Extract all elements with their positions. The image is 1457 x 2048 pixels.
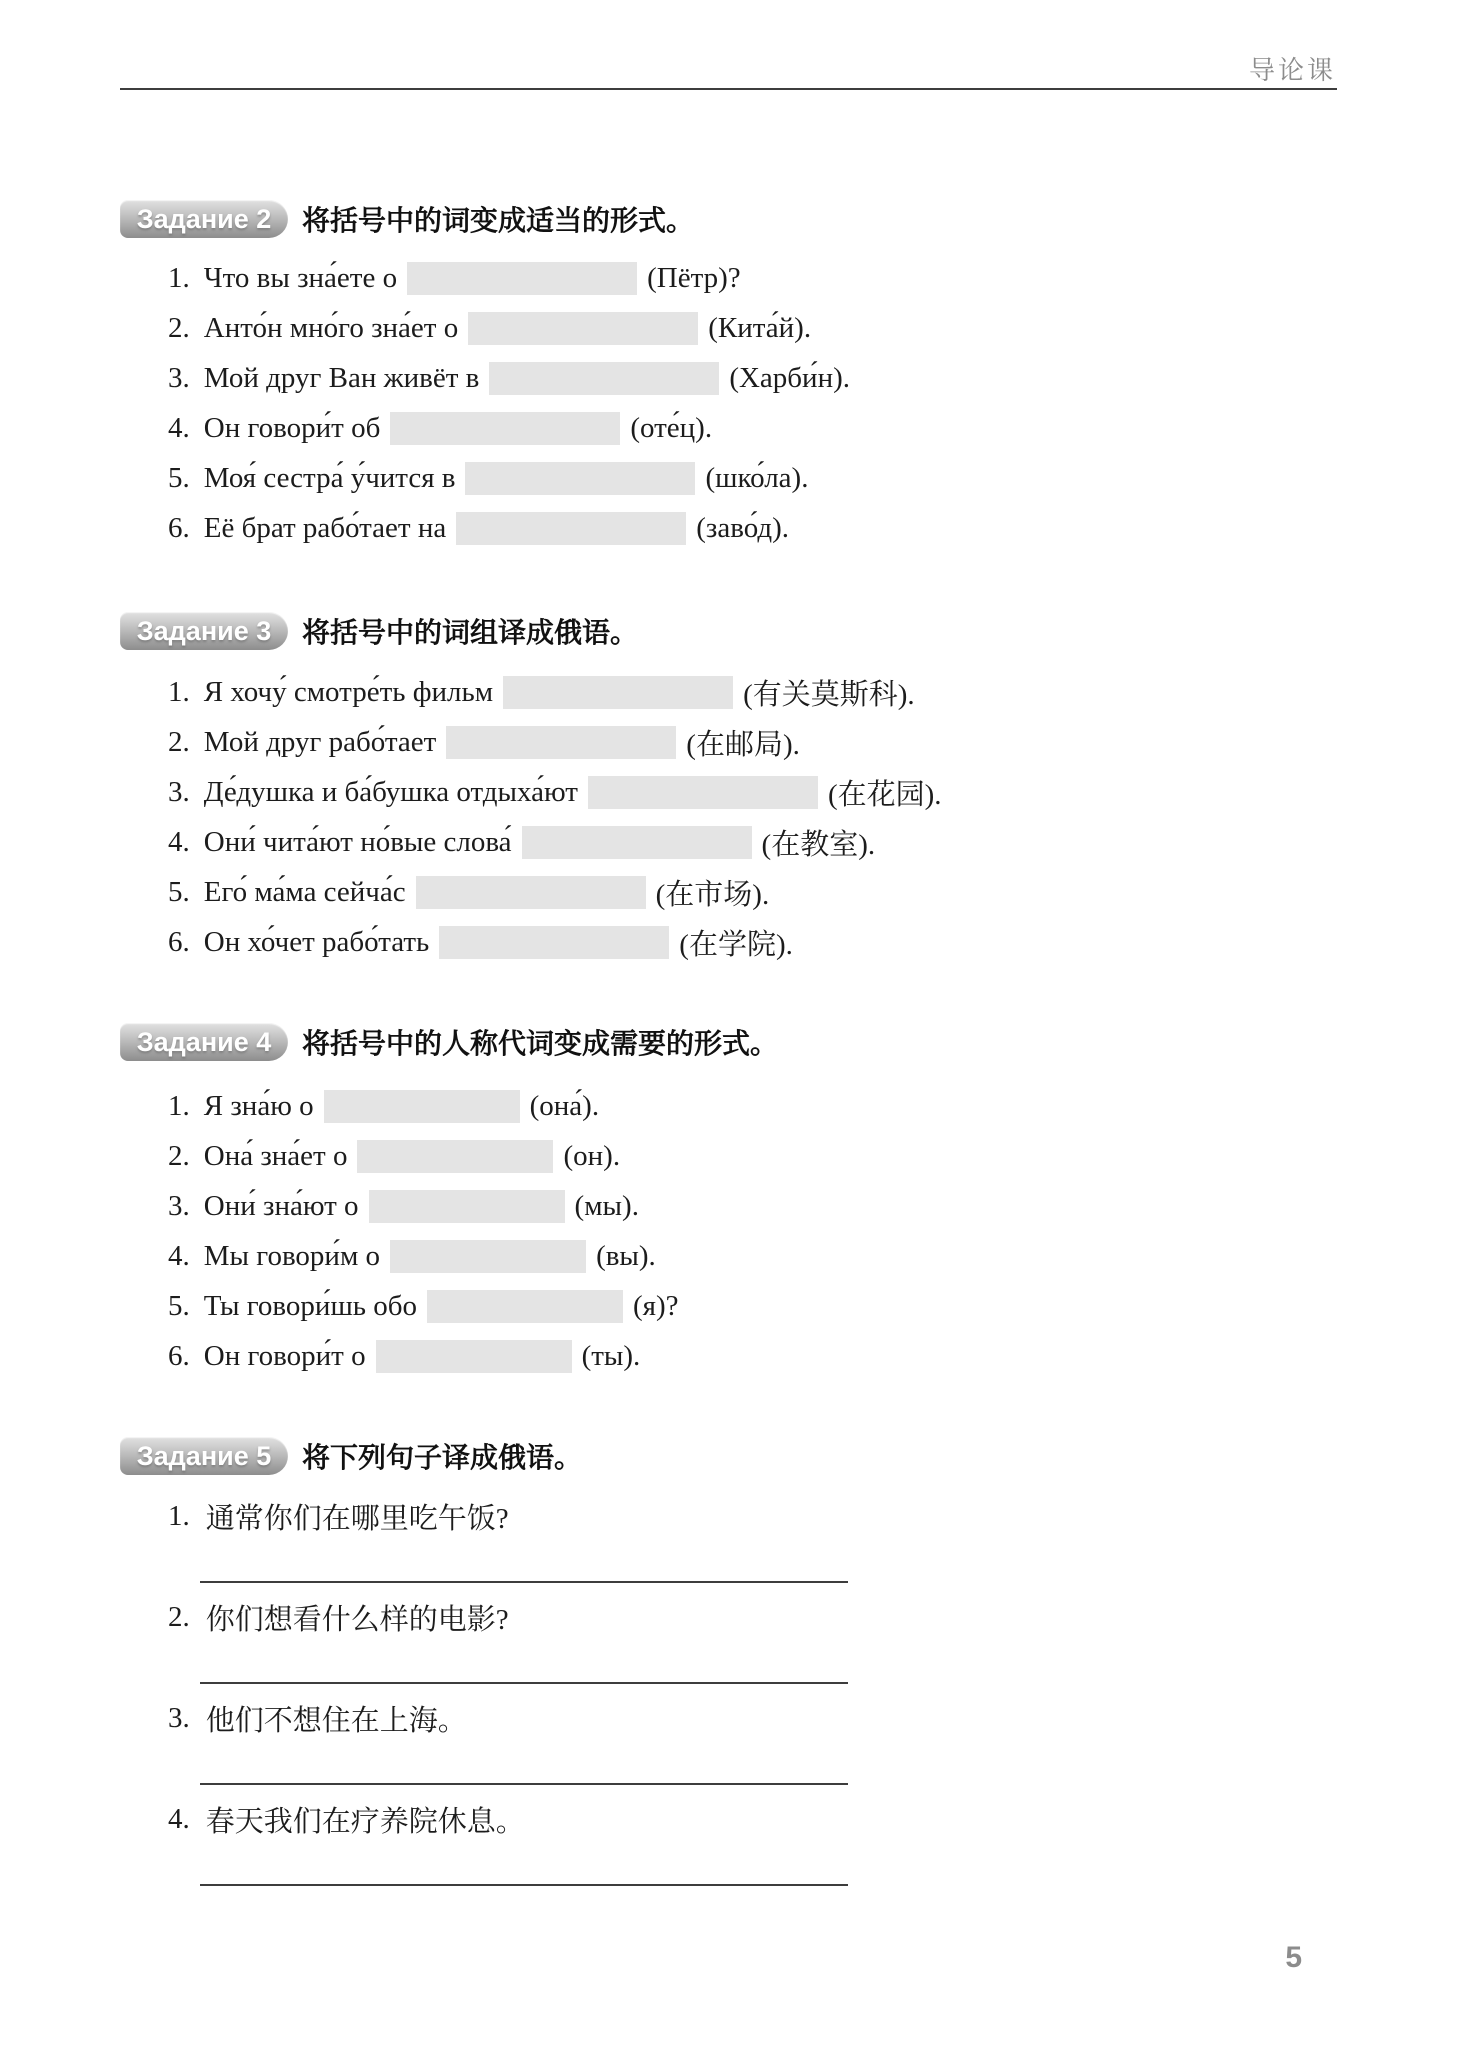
section-header: [120, 200, 1337, 238]
item-text: Де́душка и ба́бушка отдыха́ют: [203, 775, 578, 808]
item-hint: (Харби́н).: [729, 361, 851, 394]
item-number: 5.: [168, 875, 190, 908]
item-number: 3.: [168, 1701, 190, 1734]
item-number: 4.: [168, 825, 190, 858]
item-number: 3.: [168, 361, 190, 394]
item-number: 1.: [168, 675, 190, 708]
item-text: Я зна́ю о: [203, 1089, 314, 1122]
section-task-3: [120, 612, 1337, 967]
item-text: Анто́н мно́го зна́ет о: [203, 311, 459, 344]
task-instruction: 将括号中的人称代词变成需要的形式。: [302, 1028, 779, 1059]
exercise-item: [120, 1331, 1337, 1381]
item-number: 6.: [168, 511, 190, 544]
answer-blank[interactable]: [416, 876, 646, 909]
item-text: Он говори́т об: [203, 411, 381, 444]
item-hint: (вы).: [596, 1239, 656, 1272]
item-hint: (он).: [563, 1139, 621, 1172]
item-text: Его́ ма́ма сейча́с: [203, 875, 406, 908]
answer-blank[interactable]: [465, 462, 695, 495]
header-rule: [120, 88, 1337, 90]
item-text: Мой друг рабо́тает: [203, 725, 437, 758]
item-text: Её брат рабо́тает на: [203, 511, 447, 544]
exercise-item: [120, 503, 1337, 553]
item-hint: (заво́д).: [696, 511, 790, 544]
item-text: 通常你们在哪里吃午饭?: [205, 1502, 509, 1535]
exercise-item: [120, 917, 1337, 967]
item-text: Я хочу́ смотре́ть фильм: [203, 675, 494, 708]
item-text: 春天我们在疗养院休息。: [205, 1805, 525, 1838]
item-number: 3.: [168, 1189, 190, 1222]
item-number: 1.: [168, 1499, 190, 1532]
item-hint: (在教室).: [761, 828, 876, 861]
item-number: 4.: [168, 411, 190, 444]
task-instruction: 将括号中的词组译成俄语。: [302, 617, 639, 648]
section-header: [120, 1023, 1337, 1061]
answer-blank[interactable]: [369, 1190, 565, 1223]
answer-blank[interactable]: [427, 1290, 623, 1323]
task-instruction: 将括号中的词变成适当的形式。: [302, 205, 695, 236]
item-list: [120, 253, 1337, 553]
answer-blank[interactable]: [390, 412, 620, 445]
task-badge: Задание 5: [120, 1437, 288, 1475]
item-text: Что вы зна́ете о: [203, 261, 398, 294]
item-text: Он говори́т о: [203, 1339, 366, 1372]
item-text: Она́ зна́ет о: [203, 1139, 348, 1172]
exercise-item: [120, 1698, 1337, 1738]
exercise-item: [120, 1496, 1337, 1536]
item-number: 2.: [168, 311, 190, 344]
section-task-4: [120, 1023, 1337, 1381]
translation-item-block: [120, 1799, 1337, 1886]
answer-line[interactable]: [200, 1884, 848, 1886]
answer-blank[interactable]: [357, 1140, 553, 1173]
exercise-item: [120, 1231, 1337, 1281]
answer-blank[interactable]: [588, 776, 818, 809]
task-instruction: 将下列句子译成俄语。: [302, 1442, 583, 1473]
task-badge: Задание 2: [120, 200, 288, 238]
answer-blank[interactable]: [522, 826, 752, 859]
exercise-item: [120, 867, 1337, 917]
answer-blank[interactable]: [439, 926, 669, 959]
section-task-2: [120, 200, 1337, 553]
answer-blank[interactable]: [376, 1340, 572, 1373]
exercise-item: [120, 1281, 1337, 1331]
item-hint: (она́).: [529, 1089, 600, 1122]
item-number: 3.: [168, 775, 190, 808]
item-hint: (Пётр)?: [647, 261, 741, 294]
page-number: 5: [1285, 1941, 1302, 1974]
item-text: 你们想看什么样的电影?: [205, 1603, 509, 1636]
answer-blank[interactable]: [407, 262, 637, 295]
answer-blank[interactable]: [324, 1090, 520, 1123]
item-hint: (在学院).: [679, 928, 793, 961]
item-number: 2.: [168, 725, 190, 758]
item-number: 2.: [168, 1600, 190, 1633]
exercise-item: [120, 1081, 1337, 1131]
section-task-5: [120, 1437, 1337, 1900]
item-number: 1.: [168, 1089, 190, 1122]
answer-blank[interactable]: [446, 726, 676, 759]
exercise-item: [120, 1799, 1337, 1839]
answer-blank[interactable]: [456, 512, 686, 545]
item-text: Моя́ сестра́ у́чится в: [203, 461, 456, 494]
item-hint: (有关莫斯科).: [743, 678, 915, 711]
exercise-item: [120, 1181, 1337, 1231]
item-number: 6.: [168, 1339, 190, 1372]
item-list: [120, 1496, 1337, 1886]
item-hint: (在邮局).: [686, 728, 800, 761]
item-text: Он хо́чет рабо́тать: [203, 925, 430, 958]
item-number: 5.: [168, 1289, 190, 1322]
item-text: Мы говори́м о: [203, 1239, 381, 1272]
item-hint: (在花园).: [827, 778, 942, 811]
exercise-item: [120, 767, 1337, 817]
item-hint: (мы).: [574, 1189, 639, 1222]
translation-item-block: [120, 1496, 1337, 1583]
exercise-item: [120, 403, 1337, 453]
section-header: [120, 1437, 1337, 1475]
item-hint: (在市场).: [655, 878, 770, 911]
exercise-item: [120, 1131, 1337, 1181]
answer-line[interactable]: [200, 1682, 848, 1684]
answer-blank[interactable]: [468, 312, 698, 345]
item-hint: (ты).: [581, 1339, 641, 1372]
exercise-item: [120, 453, 1337, 503]
item-text: 他们不想住在上海。: [205, 1704, 467, 1737]
item-number: 4.: [168, 1802, 190, 1835]
item-number: 6.: [168, 925, 190, 958]
exercise-item: [120, 353, 1337, 403]
translation-item-block: [120, 1698, 1337, 1785]
exercise-item: [120, 303, 1337, 353]
exercise-item: [120, 817, 1337, 867]
item-hint: (оте́ц).: [630, 411, 713, 444]
item-number: 5.: [168, 461, 190, 494]
exercise-item: [120, 1597, 1337, 1637]
item-number: 2.: [168, 1139, 190, 1172]
answer-blank[interactable]: [390, 1240, 586, 1273]
item-text: Мой друг Ван живёт в: [203, 361, 480, 394]
task-badge: Задание 4: [120, 1023, 288, 1061]
section-header: [120, 612, 1337, 650]
task-badge: Задание 3: [120, 612, 288, 650]
item-list: [120, 667, 1337, 967]
translation-item-block: [120, 1597, 1337, 1684]
item-hint: (шко́ла).: [705, 461, 809, 494]
item-list: [120, 1081, 1337, 1381]
item-hint: (я)?: [633, 1289, 679, 1322]
exercise-item: [120, 253, 1337, 303]
answer-line[interactable]: [200, 1783, 848, 1785]
item-number: 1.: [168, 261, 190, 294]
item-hint: (Кита́й).: [708, 311, 812, 344]
answer-blank[interactable]: [503, 676, 733, 709]
item-text: Ты говори́шь обо: [203, 1289, 418, 1322]
running-head-chapter: 导论课: [1248, 56, 1336, 85]
exercise-item: [120, 667, 1337, 717]
item-number: 4.: [168, 1239, 190, 1272]
answer-blank[interactable]: [489, 362, 719, 395]
exercise-item: [120, 717, 1337, 767]
item-text: Они́ чита́ют но́вые слова́: [203, 825, 512, 858]
item-text: Они́ зна́ют о: [203, 1189, 359, 1222]
answer-line[interactable]: [200, 1581, 848, 1583]
